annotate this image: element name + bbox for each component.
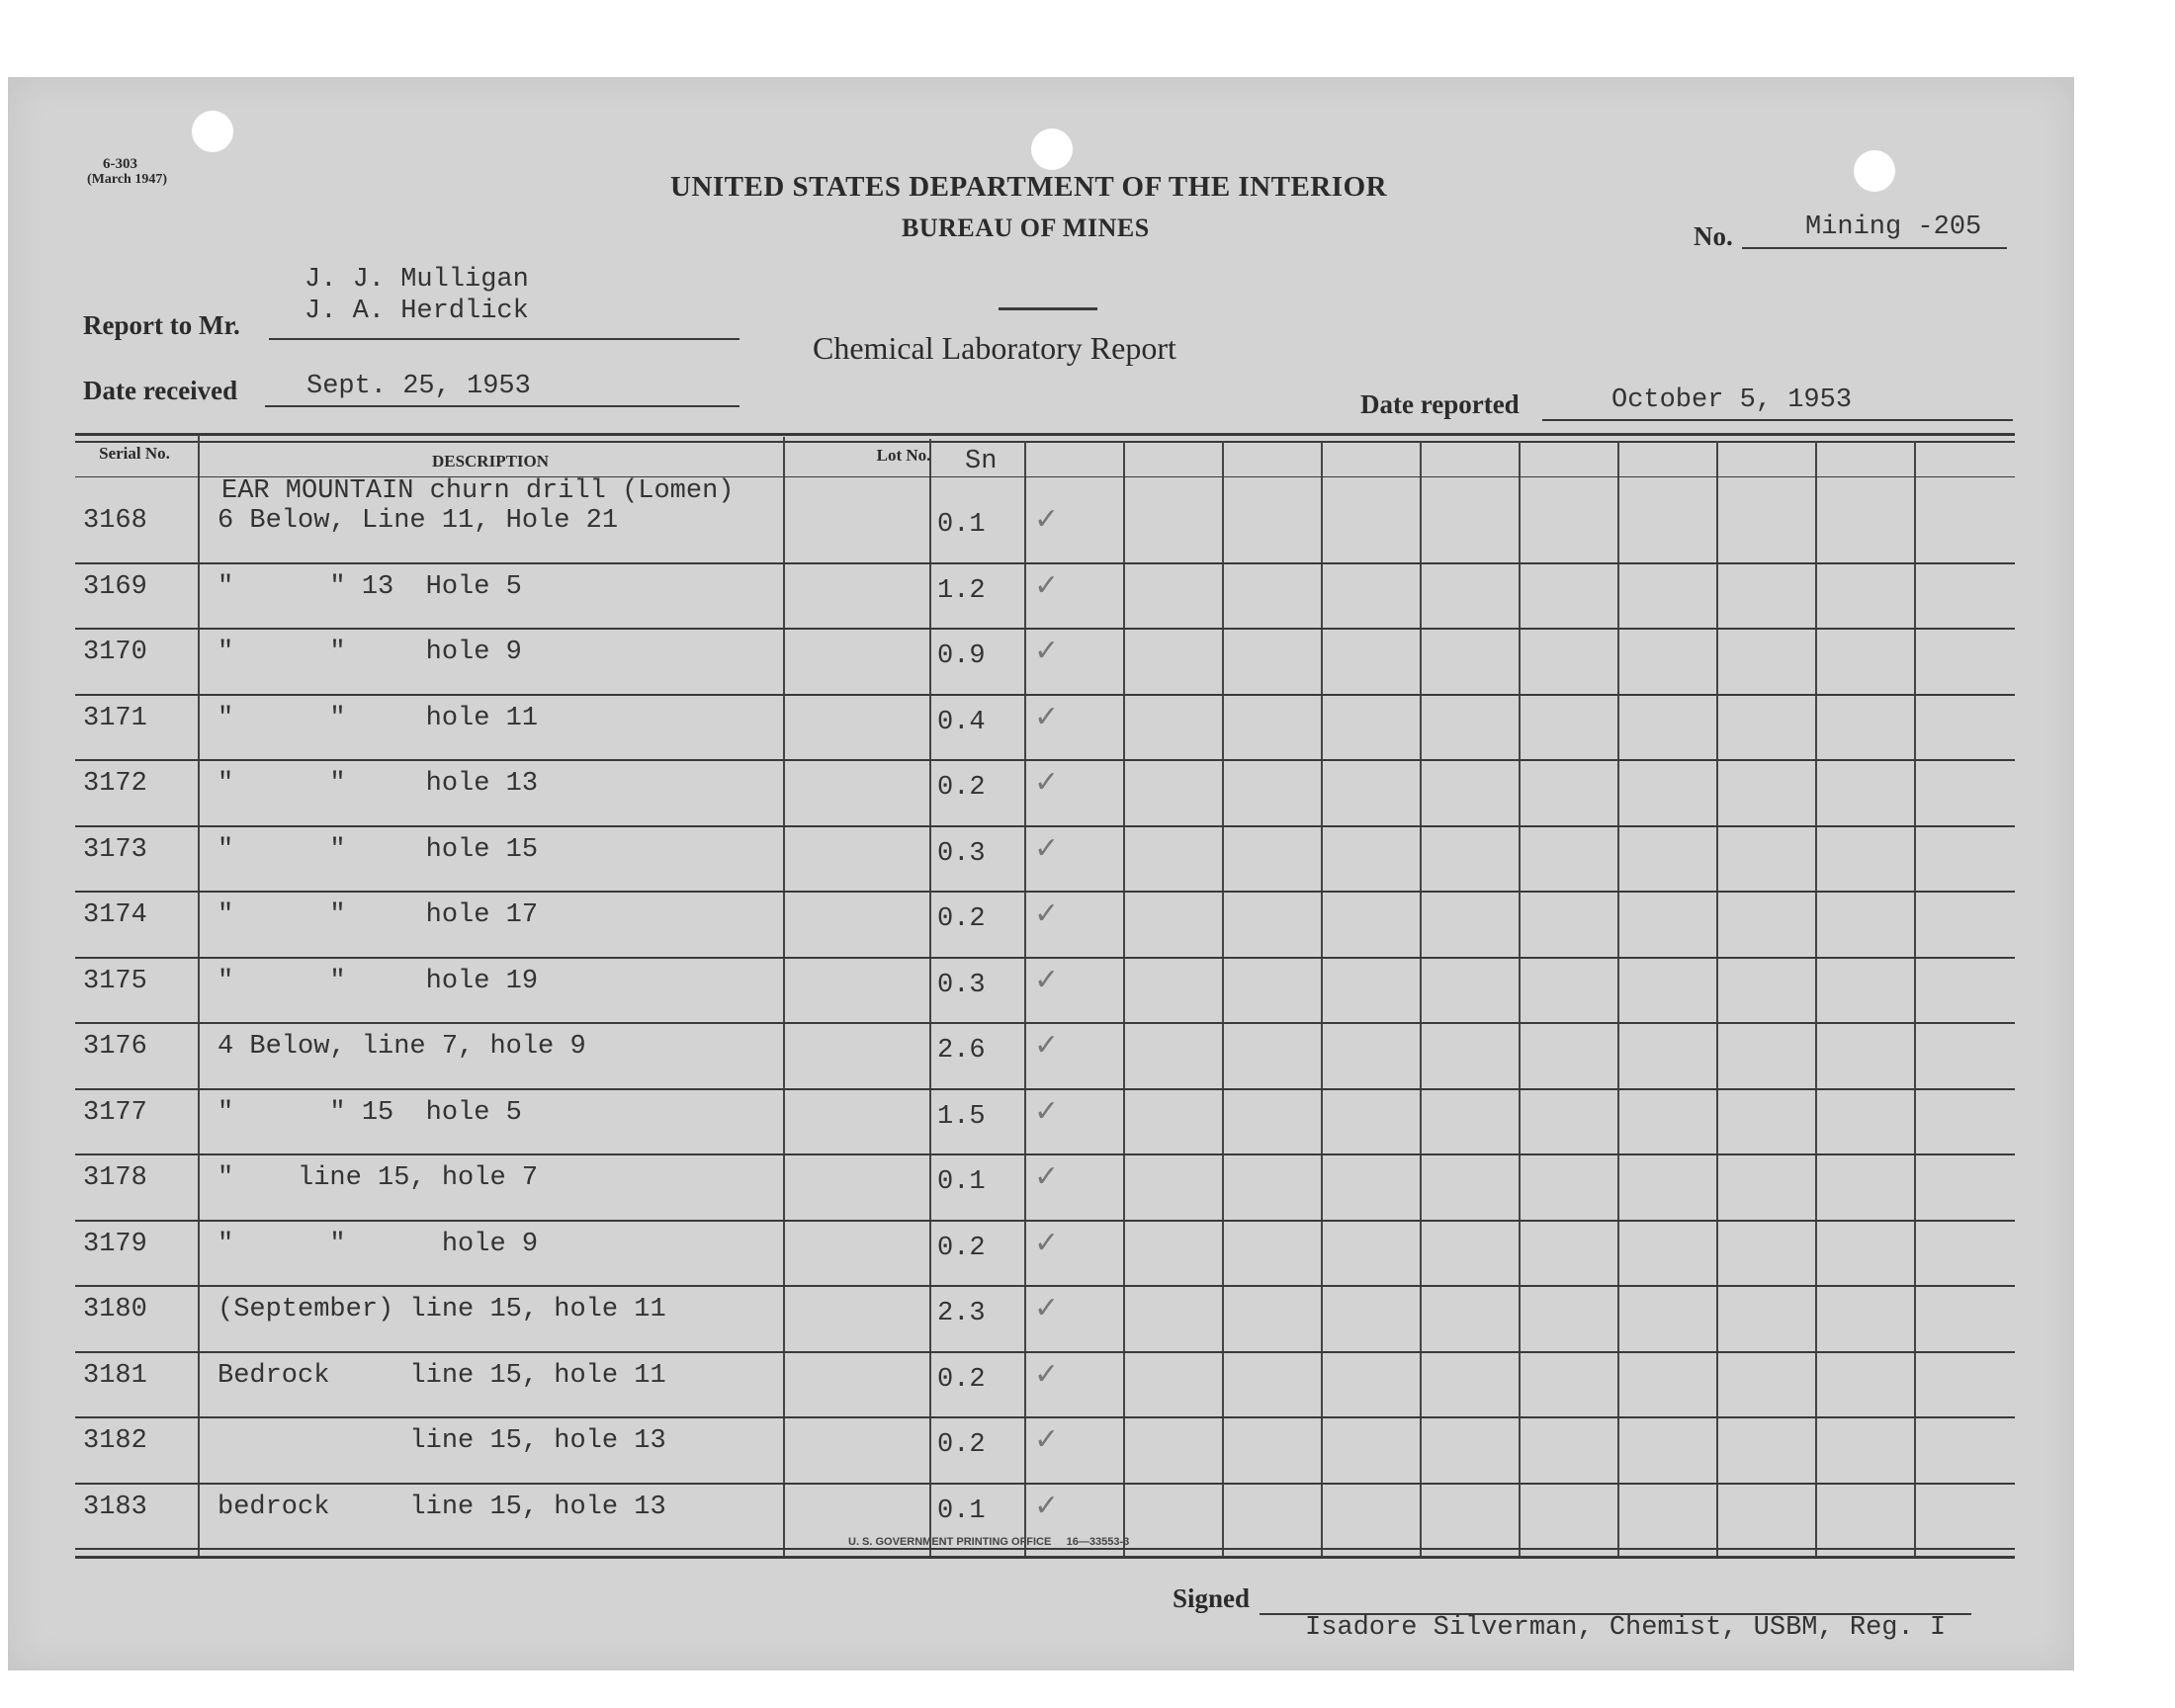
row-serial: 3175 <box>83 966 147 996</box>
table-row <box>75 1422 2015 1494</box>
row-serial: 3180 <box>83 1295 147 1324</box>
row-description: " " 13 Hole 5 <box>218 571 522 602</box>
table-row <box>75 502 2015 574</box>
row-serial: 3174 <box>83 900 147 930</box>
row-sn-value: 0.3 <box>937 970 986 1000</box>
row-serial: 3173 <box>83 834 147 865</box>
punch-hole-center <box>1031 128 1073 170</box>
checkmark-icon: ✓ <box>1034 1488 1060 1523</box>
row-serial: 3168 <box>83 506 147 536</box>
checkmark-icon: ✓ <box>1034 765 1060 800</box>
checkmark-icon: ✓ <box>1034 634 1060 668</box>
intro-description: EAR MOUNTAIN churn drill (Lomen) <box>221 476 735 506</box>
row-description: " " 15 hole 5 <box>218 1097 522 1128</box>
row-rule <box>75 1285 2015 1287</box>
report-no-label: No. <box>1694 221 1733 251</box>
row-rule <box>75 1153 2015 1155</box>
table-row <box>75 897 2015 969</box>
row-sn-value: 0.2 <box>937 904 986 934</box>
row-sn-value: 0.2 <box>937 1430 986 1460</box>
row-serial: 3181 <box>83 1360 147 1391</box>
row-rule <box>75 1548 2015 1550</box>
table-row <box>75 1356 2015 1429</box>
table-row <box>75 634 2015 706</box>
row-description: 6 Below, Line 11, Hole 21 <box>218 506 619 536</box>
row-description: " line 15, hole 7 <box>218 1163 539 1193</box>
table-row <box>75 830 2015 903</box>
checkmark-icon: ✓ <box>1034 1291 1060 1325</box>
table-row <box>75 1225 2015 1298</box>
row-serial: 3183 <box>83 1492 147 1522</box>
row-description: " " hole 9 <box>218 638 522 667</box>
row-serial: 3176 <box>83 1032 147 1062</box>
row-rule <box>75 825 2015 827</box>
row-rule <box>75 628 2015 630</box>
table-row <box>75 1093 2015 1166</box>
row-description: line 15, hole 13 <box>218 1426 666 1456</box>
row-serial: 3182 <box>83 1426 147 1456</box>
row-description: " " hole 15 <box>218 834 539 865</box>
row-rule <box>75 694 2015 696</box>
row-serial: 3172 <box>83 769 147 799</box>
checkmark-icon: ✓ <box>1034 699 1060 734</box>
row-sn-value: 0.3 <box>937 838 986 869</box>
row-description: " " hole 17 <box>218 900 539 930</box>
checkmark-icon: ✓ <box>1034 1028 1060 1063</box>
row-description: " " hole 19 <box>218 966 539 996</box>
report-to-name-2: J. A. Herdlick <box>304 297 529 326</box>
row-sn-value: 0.9 <box>937 641 986 671</box>
date-reported-value: October 5, 1953 <box>1611 385 1853 415</box>
punch-hole-left <box>192 111 233 152</box>
row-description: " " hole 11 <box>218 703 539 733</box>
report-no-value: Mining -205 <box>1805 213 1982 242</box>
header-serial: Serial No. <box>99 444 170 463</box>
row-sn-value: 0.1 <box>937 510 986 540</box>
report-to-name-1: J. J. Mulligan <box>304 265 529 295</box>
department-heading: UNITED STATES DEPARTMENT OF THE INTERIOR <box>670 171 1388 203</box>
header-sn: Sn <box>965 447 998 476</box>
row-rule <box>75 1483 2015 1485</box>
row-sn-value: 1.5 <box>937 1101 986 1132</box>
table-row <box>75 1488 2015 1561</box>
row-rule <box>75 1220 2015 1222</box>
checkmark-icon: ✓ <box>1034 567 1060 603</box>
row-description: " " hole 9 <box>218 1229 539 1259</box>
title-rule <box>999 307 1097 310</box>
row-serial: 3171 <box>83 703 147 733</box>
report-to-line <box>269 338 740 340</box>
form-date: (March 1947) <box>87 172 167 187</box>
table-row <box>75 567 2015 640</box>
row-serial: 3178 <box>83 1163 147 1193</box>
table-row <box>75 765 2015 837</box>
checkmark-icon: ✓ <box>1034 897 1060 931</box>
checkmark-icon: ✓ <box>1034 1093 1060 1129</box>
row-serial: 3179 <box>83 1229 147 1259</box>
checkmark-icon: ✓ <box>1034 502 1060 537</box>
report-to-label: Report to Mr. <box>83 310 240 340</box>
row-rule <box>75 891 2015 893</box>
row-sn-value: 2.6 <box>937 1036 986 1066</box>
row-rule <box>75 1351 2015 1353</box>
row-sn-value: 2.3 <box>937 1299 986 1328</box>
table-top-rule <box>75 433 2015 436</box>
row-rule <box>75 1088 2015 1090</box>
checkmark-icon: ✓ <box>1034 1356 1060 1392</box>
table-row <box>75 699 2015 772</box>
checkmark-icon: ✓ <box>1034 830 1060 866</box>
row-description: " " hole 13 <box>218 769 539 799</box>
row-rule <box>75 957 2015 959</box>
row-rule <box>75 759 2015 761</box>
bureau-heading: BUREAU OF MINES <box>902 214 1150 242</box>
date-received-line <box>265 405 740 407</box>
row-description: bedrock line 15, hole 13 <box>218 1492 666 1522</box>
row-rule <box>75 562 2015 564</box>
date-received-value: Sept. 25, 1953 <box>306 372 531 401</box>
row-sn-value: 0.2 <box>937 1364 986 1395</box>
date-received-label: Date received <box>83 376 238 405</box>
checkmark-icon: ✓ <box>1034 1422 1060 1457</box>
row-rule <box>75 1416 2015 1418</box>
punch-hole-right <box>1854 150 1895 192</box>
table-row <box>75 1028 2015 1100</box>
signature-text: Isadore Silverman, Chemist, USBM, Reg. I <box>1305 1613 1947 1643</box>
row-sn-value: 0.2 <box>937 773 986 803</box>
form-number: 6-303 <box>103 156 137 172</box>
date-reported-line <box>1542 419 2013 421</box>
signed-label: Signed <box>1173 1583 1251 1613</box>
report-title: Chemical Laboratory Report <box>813 330 1176 366</box>
header-lot: Lot No. <box>876 446 931 465</box>
row-sn-value: 0.4 <box>937 707 986 737</box>
checkmark-icon: ✓ <box>1034 962 1060 997</box>
row-serial: 3169 <box>83 571 147 602</box>
row-sn-value: 0.2 <box>937 1233 986 1263</box>
results-table <box>75 433 2015 1558</box>
report-no-line <box>1742 247 2007 249</box>
table-top-rule-2 <box>75 441 2015 443</box>
row-serial: 3170 <box>83 638 147 667</box>
table-row <box>75 1291 2015 1363</box>
table-row <box>75 962 2015 1035</box>
checkmark-icon: ✓ <box>1034 1159 1060 1194</box>
row-description: (September) line 15, hole 11 <box>218 1295 666 1324</box>
row-description: Bedrock line 15, hole 11 <box>218 1360 666 1391</box>
header-description: DESCRIPTION <box>431 452 550 470</box>
row-sn-value: 0.1 <box>937 1495 986 1526</box>
date-reported-label: Date reported <box>1360 389 1520 419</box>
printing-office-note: U. S. GOVERNMENT PRINTING OFFICE 16—33553-3 <box>848 1536 1130 1548</box>
row-sn-value: 0.1 <box>937 1167 986 1197</box>
checkmark-icon: ✓ <box>1034 1225 1060 1260</box>
row-description: 4 Below, line 7, hole 9 <box>218 1032 586 1062</box>
table-row <box>75 1159 2015 1232</box>
row-sn-value: 1.2 <box>937 575 986 606</box>
row-rule <box>75 1022 2015 1024</box>
row-serial: 3177 <box>83 1097 147 1128</box>
